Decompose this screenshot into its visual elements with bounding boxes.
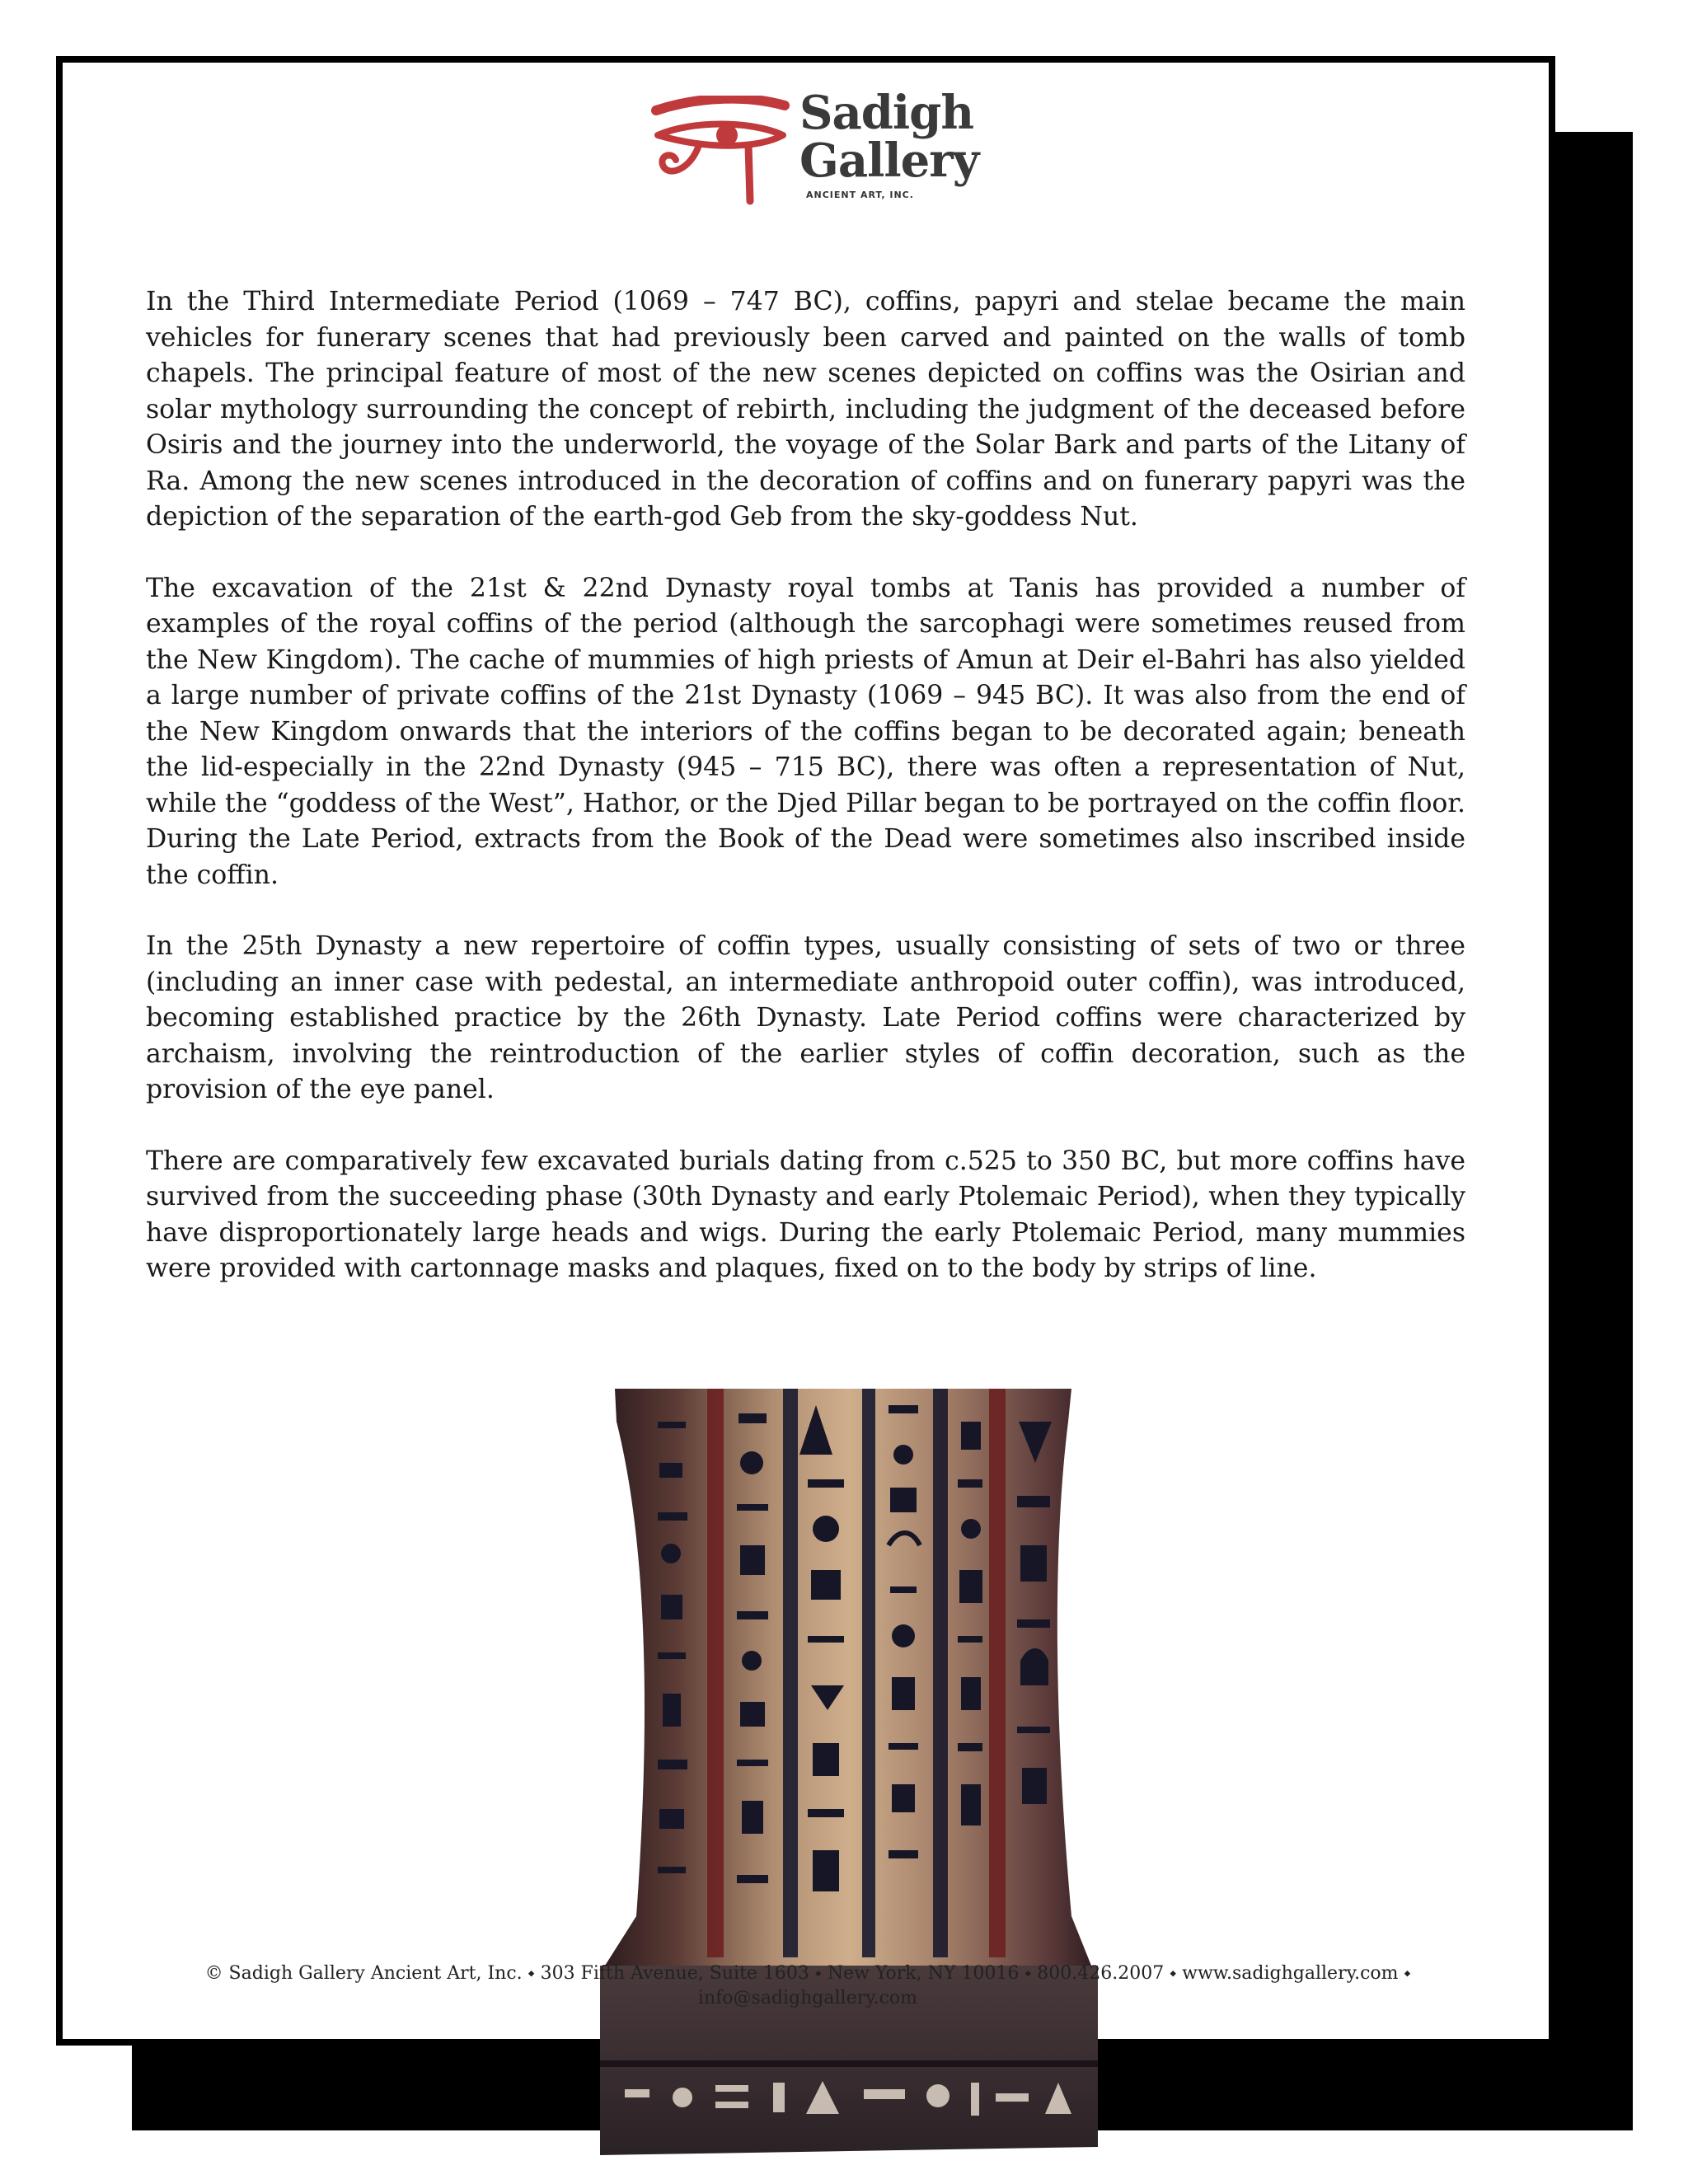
- article-body: [146, 284, 1465, 1323]
- paragraph-4: There are comparatively few excavated burials dating from c.525 to 350 BC, but more coffins have survived from the succeeding phase (30th Dynasty and early Ptolemaic Period), when they typically have disproportionately large heads and wigs. During the early Ptolemaic Period, many mummies were provided with cartonnage masks and plaques, fixed on to the body by strips of line.: [146, 1146, 1465, 1283]
- footer-email: info@sadighgallery.com: [697, 1988, 918, 2008]
- brand-name-line2: Gallery: [799, 134, 979, 188]
- brand-name: [799, 86, 979, 188]
- paragraph-2: The excavation of the 21st & 22nd Dynasty royal tombs at Tanis has provided a number of examples of the royal coffins of the period (although the sarcophagi were sometimes reused from the New Kingdom). The cache of mummies of high priests of Amun at Deir el-Bahri has also yielded a large number of private coffins of the 21st Dynasty (1069 – 945 BC). It was also from the end of the New Kingdom onwards that the interiors of the coffins began to be decorated again; beneath the lid-especially in the 22nd Dynasty (945 – 715 BC), there was often a representation of Nut, while the “goddess of the West”, Hathor, or the Djed Pillar began to be portrayed on the coffin floor. During the Late Period, extracts from the Book of the Dead were sometimes also inscribed inside the coffin.: [146, 573, 1465, 890]
- footer-contact-line: © Sadigh Gallery Ancient Art, Inc. ⬩ 303 Fifth Avenue, Suite 1603 ⬩ New York, NY 10016 ⬩ 800.426.2007 ⬩ www.sadighgallery.com ⬩: [204, 1963, 1411, 1984]
- paragraph-3: In the 25th Dynasty a new repertoire of coffin types, usually consisting of sets of two or three (including an inner case with pedestal, an intermediate anthropoid outer coffin), was introduced, becoming established practice by the 26th Dynasty. Late Period coffins were characterized by archaism, involving the reintroduction of the earlier styles of coffin decoration, such as the provision of the eye panel.: [146, 931, 1465, 1104]
- paragraph-1: In the Third Intermediate Period (1069 – 747 BC), coffins, papyri and stelae became the main vehicles for funerary scenes that had previously been carved and painted on the walls of tomb chapels. The principal feature of most of the new scenes depicted on coffins was the Osirian and solar mythology surrounding the concept of rebirth, including the judgment of the deceased before Osiris and the journey into the underworld, the voyage of the Solar Bark and parts of the Litany of Ra. Among the new scenes introduced in the decoration of coffins and on funerary papyri was the depiction of the separation of the earth-god Geb from the sky-goddess Nut.: [146, 287, 1465, 532]
- brand-name-line1: Sadigh: [799, 86, 974, 140]
- brand-logo: [651, 86, 979, 213]
- brand-tagline: ANCIENT ART, INC.: [806, 190, 914, 200]
- coffin-fragment-image: [600, 1389, 1128, 2168]
- eye-of-horus-icon: [651, 96, 791, 211]
- page-footer: [157, 1961, 1459, 2011]
